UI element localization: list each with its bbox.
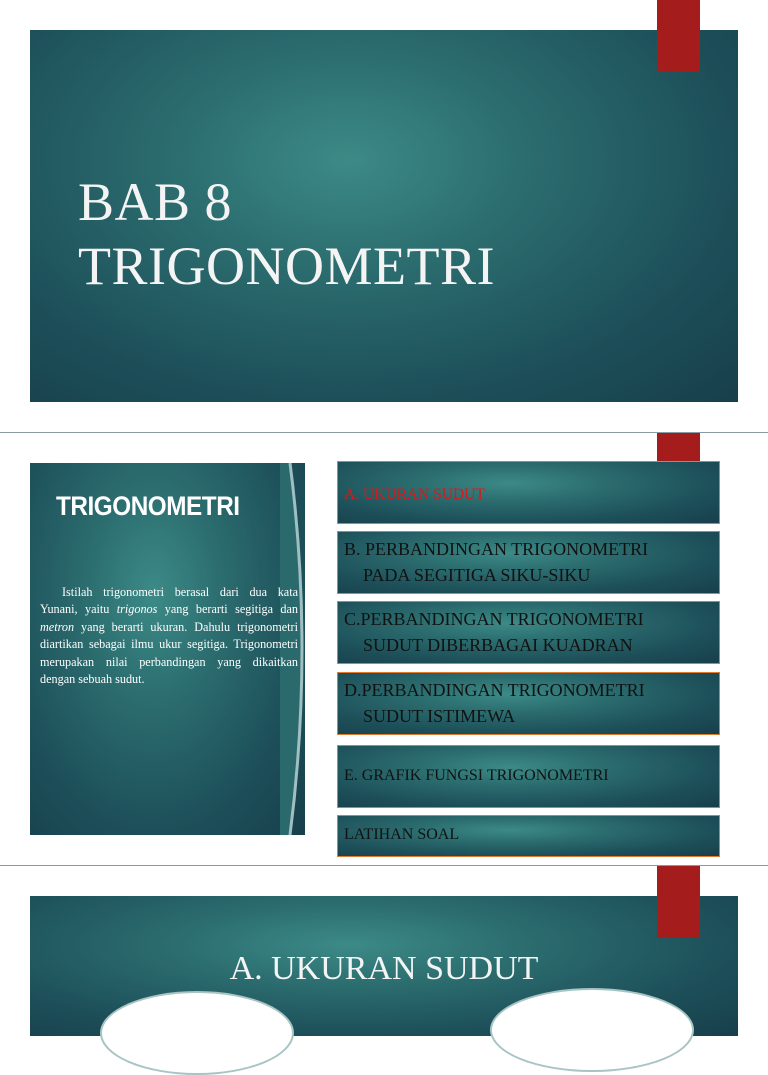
- menu-item-label-2: PADA SEGITIGA SIKU-SIKU: [363, 565, 591, 585]
- bookmark-ribbon: [657, 433, 700, 463]
- speech-bubble-left: [100, 991, 294, 1075]
- menu-item-label-2: SUDUT DIBERBAGAI KUADRAN: [363, 635, 633, 655]
- slide-title: [0, 0, 768, 432]
- menu-item-perbandingan-kuadran[interactable]: [337, 601, 720, 664]
- slide-title-text: A. UKURAN SUDUT: [229, 950, 539, 987]
- term-trigonos: trigonos: [116, 602, 158, 617]
- paragraph-text: Istilah trigonometri berasal dari dua kata Yunani, yaitu: [40, 585, 298, 617]
- menu-item-perbandingan-siku-siku[interactable]: [337, 531, 720, 594]
- paragraph-text: yang berarti ukuran. Dahulu trigonometri diartikan sebagai ilmu ukur segitiga. Trigonometri merupakan nilai perbandingan yang dikaitkan dengan sebuah sudut.: [40, 619, 298, 687]
- title-line-1: BAB 8: [78, 172, 233, 232]
- menu-item-label-2: SUDUT ISTIMEWA: [363, 706, 516, 726]
- slide-ukuran-sudut: [0, 866, 768, 1024]
- menu-item-label: D.PERBANDINGAN TRIGONOMETRI: [344, 680, 645, 700]
- term-metron: metron: [40, 619, 75, 634]
- intro-paragraph: [40, 584, 298, 688]
- menu-item-label: A. UKURAN SUDUT: [344, 486, 485, 503]
- menu-item-label: C.PERBANDINGAN TRIGONOMETRI: [344, 609, 644, 629]
- speech-bubble-right: [490, 988, 694, 1072]
- title-line-2: TRIGONOMETRI: [78, 236, 495, 296]
- menu-item-grafik-fungsi[interactable]: [337, 745, 720, 808]
- menu-item-sudut-istimewa[interactable]: [337, 672, 720, 735]
- menu-item-latihan-soal[interactable]: [337, 815, 720, 857]
- title-panel: [30, 30, 738, 402]
- bookmark-ribbon: [657, 0, 700, 72]
- section-heading: TRIGONOMETRI: [56, 491, 240, 521]
- bookmark-ribbon: [657, 866, 700, 938]
- paragraph-text: yang berarti segitiga dan: [157, 602, 298, 617]
- menu-item-ukuran-sudut[interactable]: [337, 461, 720, 524]
- menu-item-label: LATIHAN SOAL: [344, 826, 460, 843]
- slide-contents: [0, 433, 768, 865]
- menu-item-label: B. PERBANDINGAN TRIGONOMETRI: [344, 539, 649, 559]
- slide-title-text: [78, 170, 495, 298]
- menu-item-label: E. GRAFIK FUNGSI TRIGONOMETRI: [344, 767, 609, 784]
